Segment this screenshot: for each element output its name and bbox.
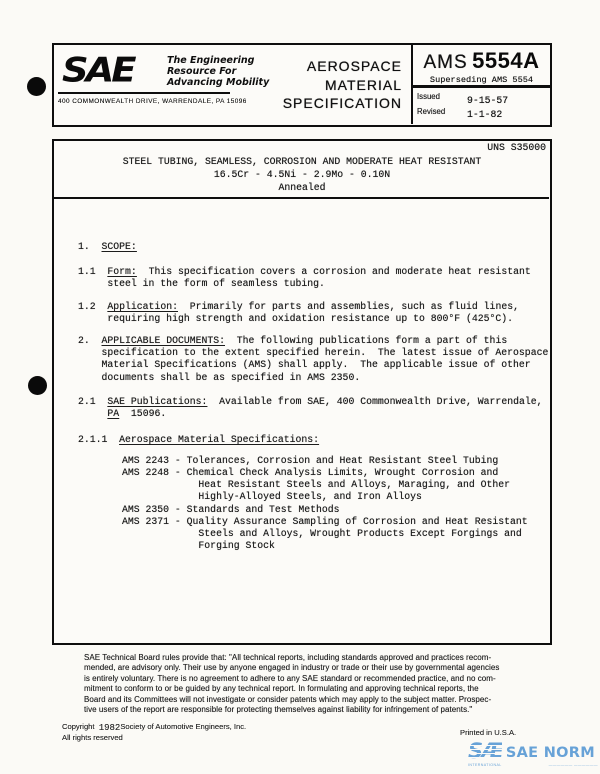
revised-label: Revised xyxy=(417,107,446,116)
revised-value: 1-1-82 xyxy=(467,109,503,120)
printed-in-usa: Printed in U.S.A. xyxy=(460,728,517,737)
title-block-divider xyxy=(54,197,549,200)
section-applicable-heading: APPLICABLE DOCUMENTS: xyxy=(101,335,225,346)
section-application xyxy=(78,301,519,325)
ams-ref-2243: AMS 2243 - Tolerances, Corrosion and Heat Resistant Steel Tubing xyxy=(122,455,499,466)
copyright-org: Society of Automotive Engineers, Inc. xyxy=(120,722,247,731)
sae-logo: SAE xyxy=(62,50,134,90)
section-amsspecs-heading: Aerospace Material Specifications: xyxy=(119,434,320,445)
issued-value: 9-15-57 xyxy=(467,95,509,106)
section-applicable-text: The following publications form a part of this specification to the extent specified herein. The latest issue of Aerospace Material Specifications (AMS) shall apply. The applicable issue of other documents shall be as specified in AMS 2350. xyxy=(101,335,549,383)
section-form-text: This specification covers a corrosion and moderate heat resistant steel in the form of seamless tubing. xyxy=(107,266,531,290)
ams-number: 5554A xyxy=(472,48,540,73)
doc-type-line-2: MATERIAL xyxy=(325,76,402,93)
section-saepubs-number: 2.1 xyxy=(78,396,108,407)
tagline-line-1: The Engineering xyxy=(167,55,255,66)
ams-number-line xyxy=(413,48,550,74)
copyright-line xyxy=(62,722,246,733)
sae-norm-logo-icon: SÆ xyxy=(468,739,502,763)
section-application-heading: Application: xyxy=(107,301,178,312)
section-scope xyxy=(78,241,137,253)
section-saepubs-text2: 15096. xyxy=(119,408,167,420)
logo-rule xyxy=(58,92,230,94)
section-applicable-number: 2. xyxy=(78,335,102,346)
section-saepubs-text: Available from SAE, 400 Commonwealth Drive, Warrendale, xyxy=(219,396,543,407)
section-application-text: Primarily for parts and assemblies, such as fluid lines, requiring high strength and oxidation resistance up to 800°F (425°C). xyxy=(107,301,519,325)
technical-board-disclaimer: SAE Technical Board rules provide that: "All technical reports, including standards approved and practices recom- mended, are advisory only. Their use by anyone engaged in industry or trade or their use by governmental agencies is entirely voluntary. There is no agreement to adhere to any SAE standard or recommended practice, and no com- mitment to conform to or be guided by any technical report. In formulating and approving technical reports, the Board and its Committees will not investigate or consider patents which may apply to the subject matter. Prospec- tive users of the report are responsible for protecting themselves against liability for infringement of patents." xyxy=(84,653,500,715)
section-amsspecs-number: 2.1.1 xyxy=(78,434,120,445)
superseding-note: Superseding AMS 5554 xyxy=(429,75,534,85)
spec-title-line-2: 16.5Cr - 4.5Ni - 2.9Mo - 0.10N xyxy=(213,169,391,180)
sae-norm-sub-right: —————— —————— xyxy=(548,762,598,767)
section-saepubs-pa: PA xyxy=(107,408,120,420)
copyright-word: Copyright xyxy=(62,722,95,731)
sae-address: 400 COMMONWEALTH DRIVE, WARRENDALE, PA 15096 xyxy=(58,98,247,105)
document-type-title xyxy=(230,57,402,113)
ams-ref-2371: AMS 2371 - Quality Assurance Sampling of Corrosion and Heat Resistant Steels and Alloys, Wrought Products Except Forgings and Forging Stock xyxy=(122,516,528,552)
spec-title-line-3: Annealed xyxy=(278,182,326,193)
section-sae-publications xyxy=(78,396,542,420)
doc-type-line-1: AEROSPACE xyxy=(306,58,402,74)
section-form xyxy=(78,266,531,290)
tagline-line-2: Resource For xyxy=(167,66,237,77)
sae-norm-sub-left: INTERNATIONAL xyxy=(468,762,502,767)
sae-norm-name: SAE NORM xyxy=(505,745,595,761)
punch-hole-top xyxy=(27,77,46,96)
ams-ref-2350: AMS 2350 - Standards and Test Methods xyxy=(122,504,340,515)
section-form-heading: Form: xyxy=(107,266,137,277)
punch-hole-bottom xyxy=(28,376,47,395)
rights-reserved: All rights reserved xyxy=(62,733,123,742)
uns-number: UNS S35000 xyxy=(487,142,546,153)
doc-type-line-3: SPECIFICATION xyxy=(282,95,402,112)
sae-norm-watermark xyxy=(468,739,598,767)
section-saepubs-heading: SAE Publications: xyxy=(107,396,208,407)
issued-label: Issued xyxy=(417,92,440,101)
ams-prefix: AMS xyxy=(423,52,468,73)
section-scope-number: 1. xyxy=(78,241,102,252)
ams-ref-2248: AMS 2248 - Chemical Check Analysis Limits, Wrought Corrosion and Heat Resistant Steels and Alloys, Maraging, and Other Highly-Alloyed Steels, and Iron Alloys xyxy=(122,467,511,503)
section-scope-heading: SCOPE: xyxy=(101,241,137,252)
tagline-line-3: Advancing Mobility xyxy=(167,77,270,88)
section-form-number: 1.1 xyxy=(78,266,108,277)
section-application-number: 1.2 xyxy=(78,301,108,312)
section-applicable-documents xyxy=(78,335,548,384)
copyright-year: 1982 xyxy=(98,723,121,733)
ams-box-divider xyxy=(411,85,552,88)
main-content-box xyxy=(52,139,552,645)
spec-title-line-1: STEEL TUBING, SEAMLESS, CORROSION AND MODERATE HEAT RESISTANT xyxy=(122,156,482,167)
section-ams-specs-heading xyxy=(78,434,319,446)
